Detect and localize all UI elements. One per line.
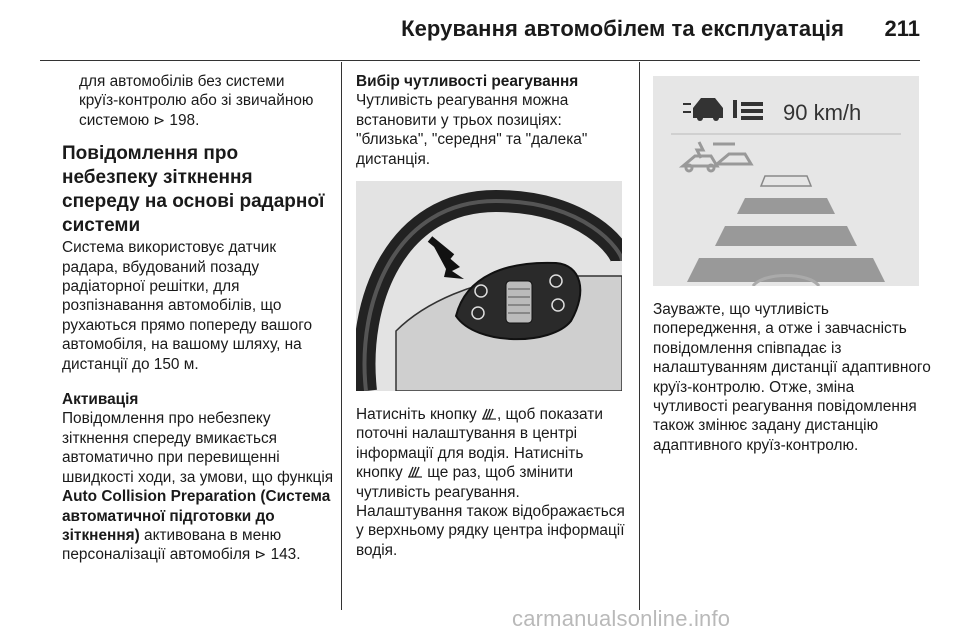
section-description: Система використовує датчик радара, вбудований позаду радіаторної решітки, для розпізнавання автомобілів, що рухаються прямо попереду вашого автомобіля, на вашому шляху, на дистанції до 150 м. — [62, 239, 313, 373]
display-text: Налаштування також відображається у верхньому рядку центра інформації водія. — [356, 503, 625, 559]
instrument-display — [653, 76, 919, 286]
column-divider — [341, 62, 342, 610]
page-ref-arrow-icon: ⊳ — [153, 111, 166, 128]
header-divider — [40, 60, 920, 61]
page-number: 211 — [884, 16, 920, 41]
activation-text: Повідомлення про небезпеку зіткнення спереду вмикається автоматично при перевищенні швидкості ходи, за умови, що функція Auto Collision Preparation (Система автоматичної підготовки до зіткнення) активована в меню персоналізації автомобіля ⊳ 143. — [62, 410, 334, 564]
steering-wheel-illustration — [356, 181, 622, 391]
distance-button-icon — [481, 407, 497, 421]
page-header — [0, 0, 960, 62]
intro-line: для автомобілів без системи — [79, 73, 285, 90]
distance-button-icon — [407, 465, 423, 479]
intro-line: круїз-контролю або зі звичайною — [79, 92, 314, 110]
set-speed-readout: 90 km/h — [783, 100, 862, 125]
note-text: Зауважте, що чутливість попередження, а отже і завчасність повідомлення співпадає із налаштуванням дистанції адаптивного круїз-контролю. Отже, зміна чутливості реагування повідомлення також змінює задану дистанцію адаптивного круїз-контролю. — [653, 301, 931, 454]
watermark: carmanualsonline.info — [512, 606, 731, 631]
intro-line: системою ⊳ 198. — [79, 111, 200, 129]
page-ref[interactable]: 198. — [169, 111, 200, 129]
page-title: Керування автомобілем та експлуатація — [401, 16, 844, 41]
column-divider — [639, 62, 640, 610]
page-ref[interactable]: 143. — [270, 546, 301, 564]
intro-paragraph — [62, 72, 334, 130]
sensitivity-text: Чутливість реагування можна встановити у трьох позиціях: "близька", "середня" та "далека" дистанція. — [356, 92, 588, 168]
subsection-heading: Вибір чутливості реагування — [356, 73, 579, 90]
subsection-heading: Активація — [62, 391, 139, 409]
feature-name: Auto Collision Preparation (Система автоматичної підготовки до зіткнення) — [62, 488, 331, 544]
instruction-text: Натисніть кнопку , щоб показати поточні налаштування в центрі інформації для водія. Натисніть кнопку ще раз, щоб змінити чутливість реагування. — [356, 406, 603, 501]
column-1 — [62, 62, 334, 565]
column-3 — [653, 62, 933, 455]
steering-wheel-icon — [356, 181, 622, 391]
section-heading: Повідомлення про небезпеку зіткнення спереду на основі радарної системи — [62, 143, 325, 237]
column-2 — [356, 62, 626, 560]
driver-info-display-illustration — [653, 76, 919, 286]
page-ref-arrow-icon: ⊳ — [254, 546, 267, 563]
